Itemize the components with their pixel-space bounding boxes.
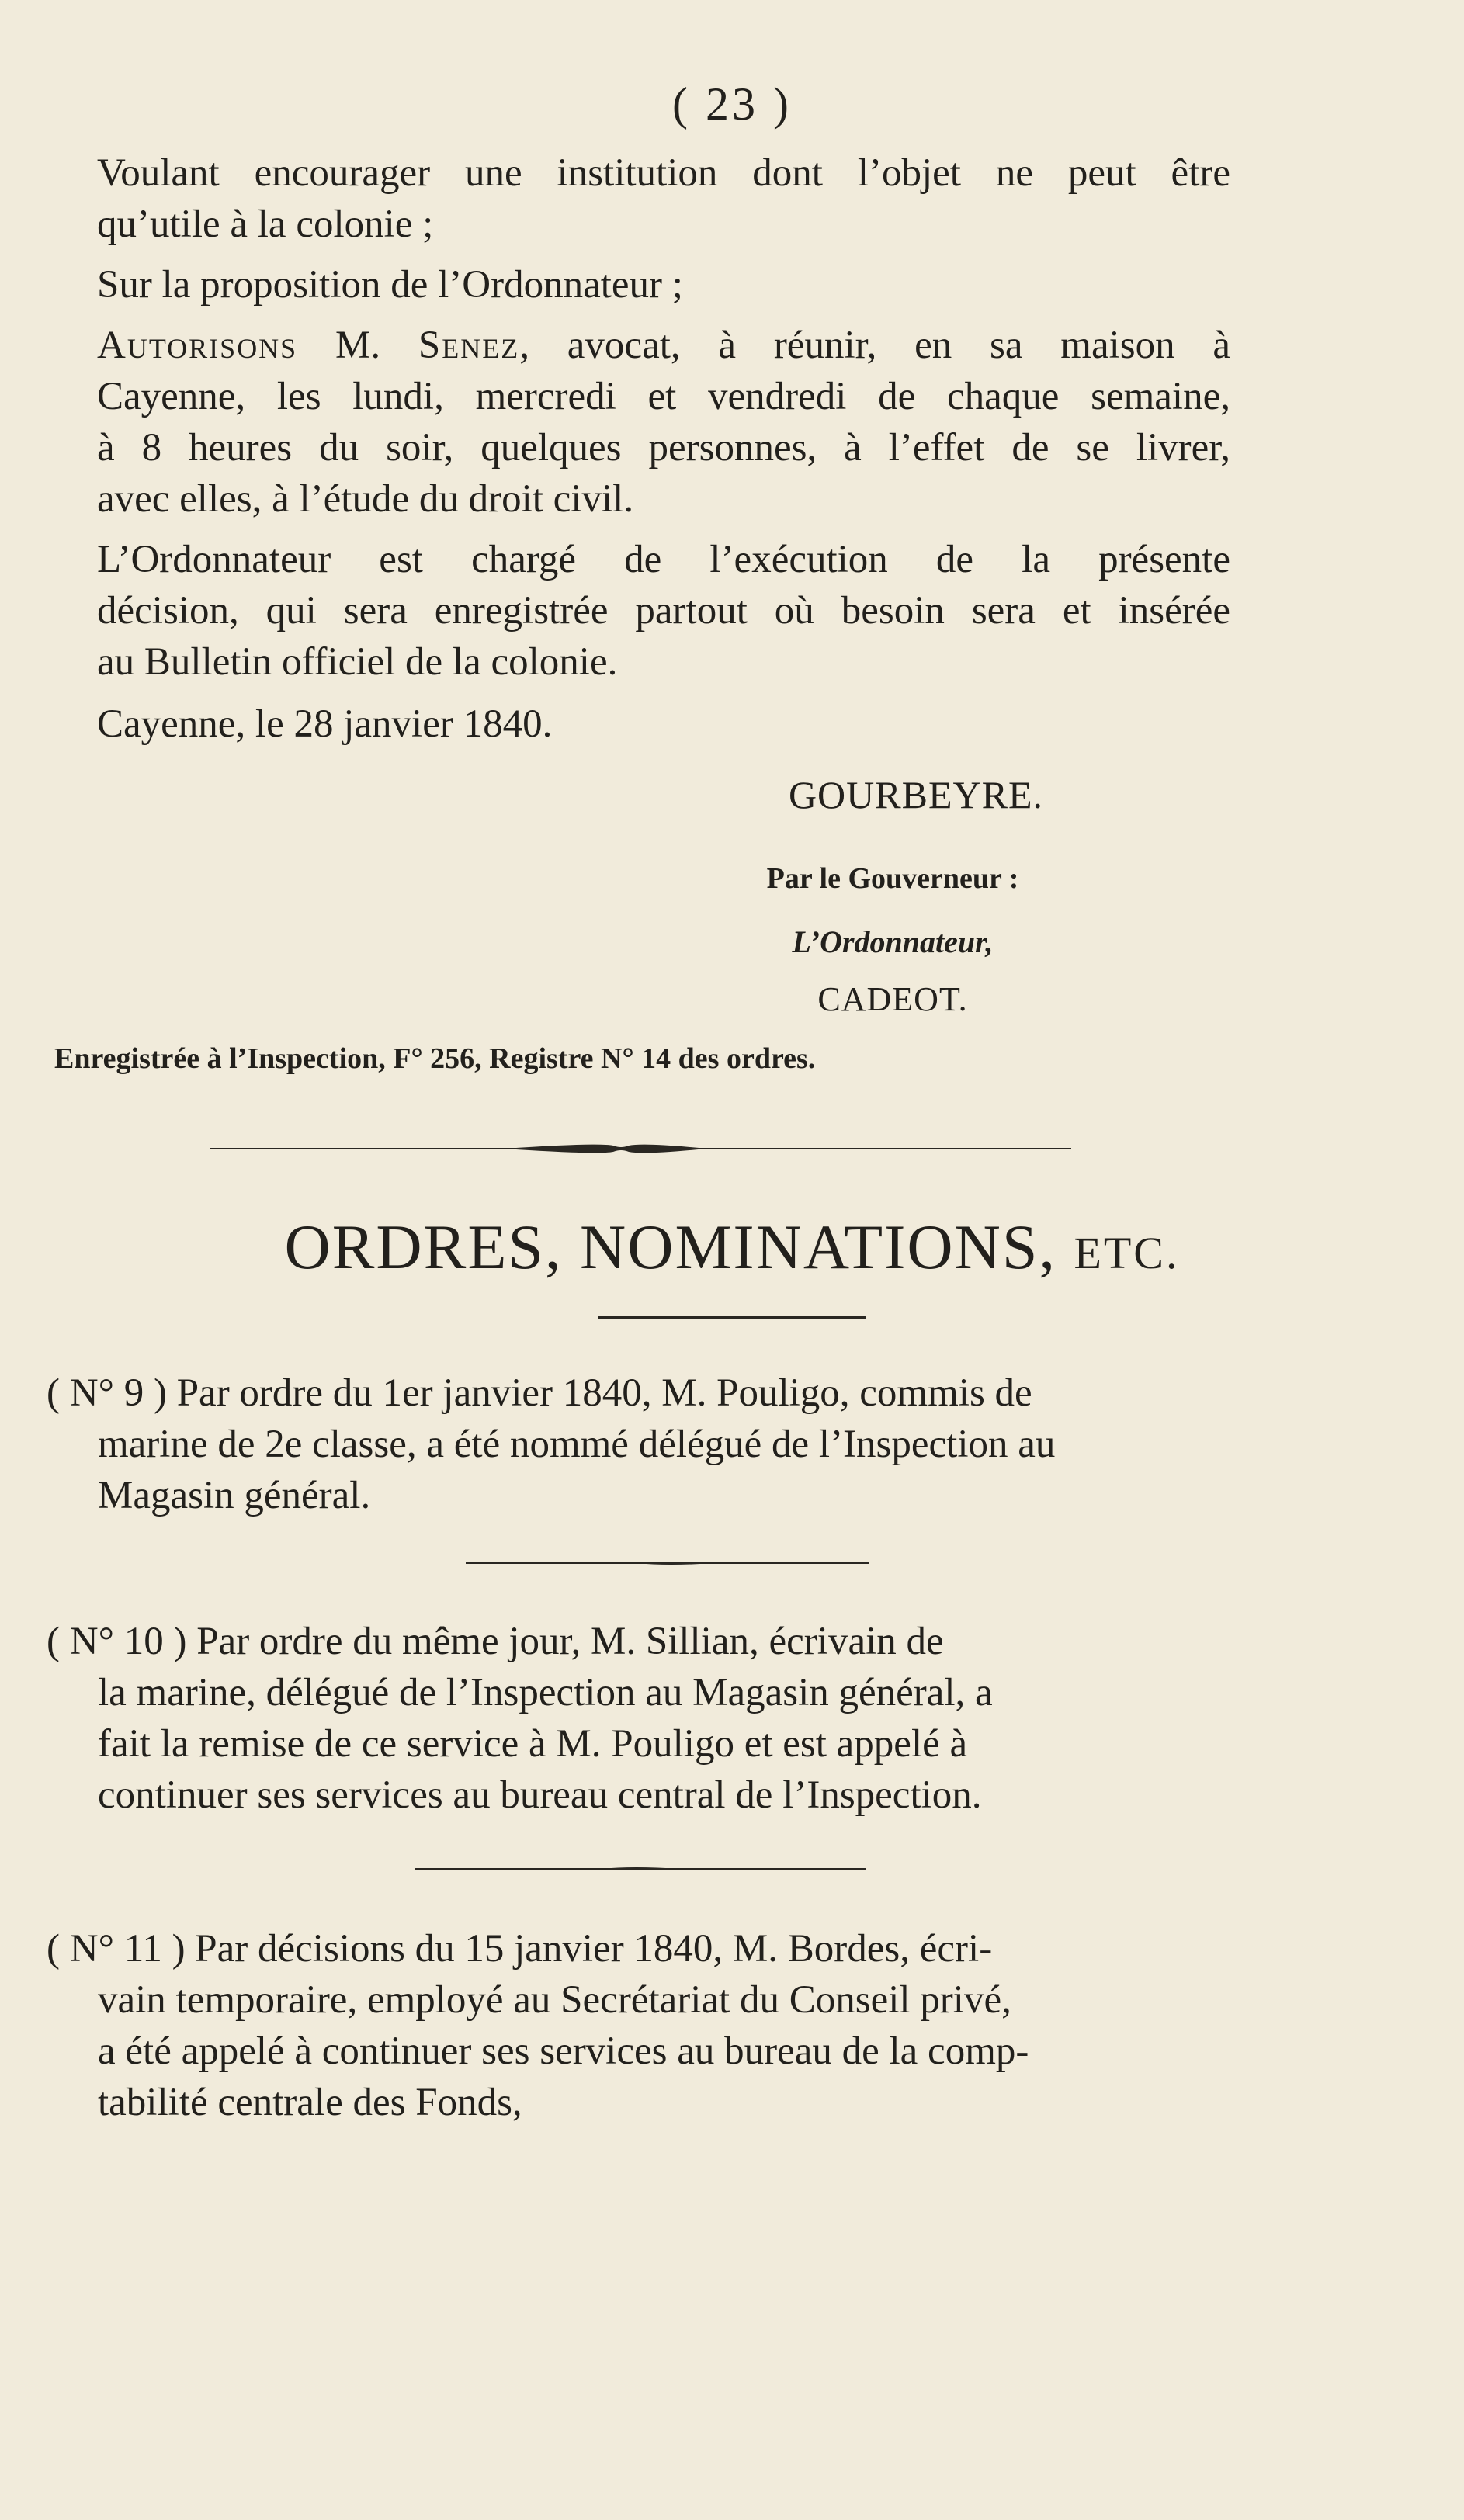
separator-rule [466, 1557, 869, 1569]
text-line: Sur la proposition de l’Ordonnateur ; [97, 263, 683, 307]
text-line [97, 320, 1230, 371]
order-line: continuer ses services au bureau central de l’Inspection. [98, 1773, 982, 1817]
order-item [47, 1616, 1226, 1821]
order-line: tabilité centrale des Fonds, [98, 2081, 522, 2124]
signature-by: Par le Gouverneur : [766, 862, 1019, 895]
text-line: décision, qui sera enregistrée partout où besoin sera et insérée [97, 589, 1230, 633]
text-fragment: , avocat, à réunir, en sa maison à [519, 324, 1231, 367]
order-line: ( N° 10 ) Par ordre du même jour, M. Sillian, écrivain de [47, 1620, 944, 1663]
order-line: la marine, délégué de l’Inspection au Magasin général, a [98, 1671, 993, 1714]
decision-body [97, 147, 1230, 750]
person-name: Senez [418, 324, 520, 367]
order-line: marine de 2e classe, a été nommé délégué de l’Inspection au [98, 1423, 1056, 1466]
text-line: qu’utile à la colonie ; [97, 203, 434, 246]
ornament-divider [210, 1139, 1071, 1158]
section-title-text: ORDRES, NOMINATIONS, [284, 1211, 1056, 1282]
text-line: avec elles, à l’étude du droit civil. [97, 477, 634, 521]
order-item [47, 1923, 1226, 2128]
separator-rule [415, 1863, 866, 1875]
text-line: Voulant encourager une institution dont l’objet ne peut être [97, 151, 1230, 195]
title-rule [598, 1316, 866, 1319]
text-line: Cayenne, les lundi, mercredi et vendredi de chaque semaine, [97, 375, 1230, 418]
section-title [0, 1211, 1464, 1284]
order-line: ( N° 9 ) Par ordre du 1er janvier 1840, M. Pouligo, commis de [47, 1371, 1032, 1415]
signature-role: L’Ordonnateur, [792, 924, 994, 959]
order-line: vain temporaire, employé au Secrétariat du Conseil privé, [98, 1978, 1011, 2022]
text-fragment: M. [335, 324, 381, 367]
order-line: ( N° 11 ) Par décisions du 15 janvier 1840, M. Bordes, écri- [47, 1927, 993, 1971]
order-line: fait la remise de ce service à M. Pouligo et est appelé à [98, 1722, 968, 1766]
order-line: a été appelé à continuer ses services au bureau de la comp- [98, 2030, 1029, 2073]
date-line: Cayenne, le 28 janvier 1840. [97, 702, 553, 746]
section-title-etc: ETC. [1074, 1228, 1180, 1278]
order-line: Magasin général. [98, 1474, 371, 1517]
authorization-keyword: Autorisons [97, 324, 298, 367]
order-item [47, 1367, 1226, 1521]
signature-name: GOURBEYRE. [788, 773, 1044, 816]
text-line: au Bulletin officiel de la colonie. [97, 640, 618, 684]
text-line: L’Ordonnateur est chargé de l’exécution de la présente [97, 538, 1230, 581]
registration-note: Enregistrée à l’Inspection, F° 256, Registre N° 14 des ordres. [54, 1042, 816, 1075]
text-line: à 8 heures du soir, quelques personnes, à l’effet de se livrer, [97, 426, 1230, 470]
countersignature-name: CADEOT. [817, 980, 968, 1018]
page-number: ( 23 ) [672, 78, 792, 130]
